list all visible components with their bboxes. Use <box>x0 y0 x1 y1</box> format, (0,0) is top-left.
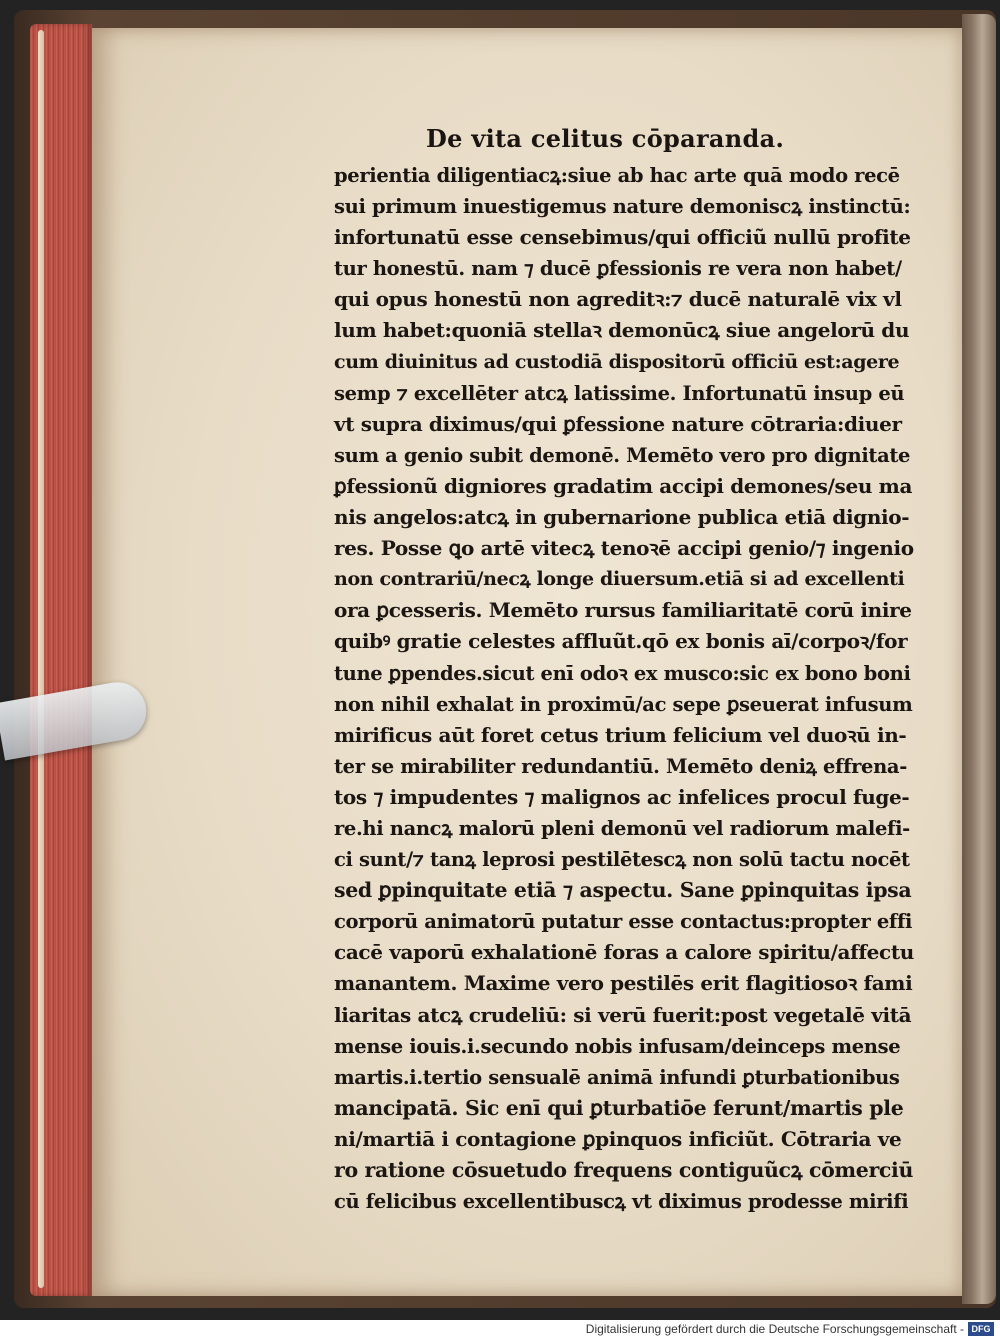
text-line: res. Posse ꝗo artē vitecꝝ tenoꝛē accipi genio/⁊ ingenio <box>334 536 914 561</box>
text-line: semp ⁊ excellēter atcꝝ latissime. Infortunatū insup eū <box>334 381 905 405</box>
text-line: lum habet:quoniā stellaꝛ demonūcꝝ siue angelorū du <box>334 318 910 343</box>
text-line: non nihil exhalat in proximū/ac sepe ꝑseuerat infusum <box>334 692 913 716</box>
text-line: re.hi nancꝝ malorū pleni demonū vel radiorum malefi- <box>334 816 910 840</box>
text-line: mirificus aūt foret cetus trium felicium vel duoꝛū in- <box>334 722 907 747</box>
text-line: corporū animatorū putatur esse contactus:propter effi <box>334 910 913 934</box>
text-line: martis.i.tertio sensualē animā infundi ꝑturbationibus <box>334 1065 900 1089</box>
text-line: ora ꝑcesseris. Memēto rursus familiaritatē corū inire <box>334 598 912 623</box>
text-line: manantem. Maxime vero pestilēs erit flagitiosoꝛ fami <box>334 971 913 996</box>
text-line: ter se mirabiliter redundantiū. Memēto deniꝝ effrena- <box>334 754 907 778</box>
page-edge-highlight <box>38 30 44 1288</box>
text-line: qui opus honestū non agreditꝛ:⁊ ducē naturalē vix vl <box>334 287 902 312</box>
text-line: ꝑfessionũ digniores gradatim accipi demones/seu ma <box>334 473 913 498</box>
text-line: nis angelos:atcꝝ in gubernarione publica etiā dignio- <box>334 505 910 530</box>
text-line: cacē vaporū exhalationē foras a calore spiritu/affectu <box>334 940 914 965</box>
text-line: perientia diligentiacꝝ:siue ab hac arte quā modo recē <box>334 164 900 187</box>
text-line: non contrariū/necꝝ longe diuersum.etiā si ad excellenti <box>334 568 905 591</box>
funding-credit: Digitalisierung gefördert durch die Deutsche Forschungsgemeinschaft - <box>585 1322 964 1336</box>
text-line: ni/martiā i contagione ꝑpinquos inficiũt. Cōtraria ve <box>334 1126 902 1151</box>
text-line: cum diuinitus ad custodiā dispositorū officiū est:agere <box>334 350 900 373</box>
text-line: tune ꝑpendes.sicut enī odoꝛ ex musco:sic ex bono boni <box>334 661 911 685</box>
body-text <box>334 160 914 1217</box>
text-line: cū felicibus excellentibuscꝝ vt diximus prodesse mirifi <box>334 1190 909 1214</box>
text-line: quibꝰ gratie celestes affluũt.qō ex bonis aī/corpoꝛ/for <box>334 629 908 654</box>
text-line: sum a genio subit demonē. Memēto vero pro dignitate <box>334 443 911 467</box>
dfg-logo: DFG <box>968 1322 994 1336</box>
text-line: vt supra diximus/qui ꝑfessione nature cōtraria:diuer <box>334 411 902 436</box>
text-line: ci sunt/⁊ tanꝝ leprosi pestilētescꝝ non solū tactu nocēt <box>334 848 910 872</box>
text-line: mense iouis.i.secundo nobis infusam/deinceps mense <box>334 1034 901 1058</box>
text-line: sui primum inuestigemus nature demoniscꝝ instinctū: <box>334 195 911 219</box>
text-line: infortunatū esse censebimus/qui officiũ nullū profite <box>334 225 911 250</box>
text-line: ro ratione cōsuetudo frequens contiguũcꝝ cōmerciū <box>334 1158 914 1182</box>
book-spine-edge <box>962 14 996 1304</box>
text-line: tur honestū. nam ⁊ ducē ꝑfessionis re vera non habet/ <box>334 257 902 281</box>
text-line: sed ꝑpinquitate etiā ⁊ aspectu. Sane ꝑpinquitas ipsa <box>334 878 912 903</box>
text-line: tos ⁊ impudentes ⁊ malignos ac infelices procul fuge- <box>334 784 910 809</box>
running-header: De vita celitus cōparanda. <box>426 124 785 153</box>
text-line: mancipatā. Sic enī qui ꝑturbatiōe ferunt/martis ple <box>334 1095 904 1120</box>
text-line: liaritas atcꝝ crudeliū: si verū fuerit:post vegetalē vitā <box>334 1002 912 1027</box>
